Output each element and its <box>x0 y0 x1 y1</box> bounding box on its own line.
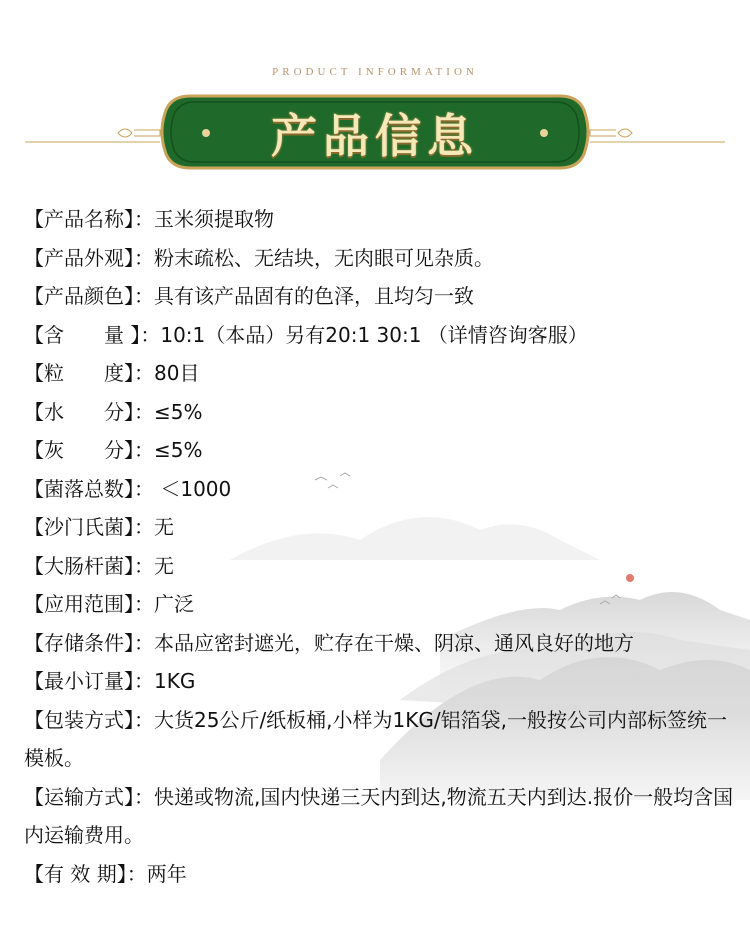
field-value: 快递或物流,国内快递三天内到达,物流五天内到达.报价一般均含国内运输费用。 <box>24 784 734 847</box>
field-separator: ： <box>134 476 154 501</box>
field-label: 【应用范围】 <box>24 592 134 616</box>
field-separator: ： <box>134 207 154 231</box>
field-value: 具有该产品固有的色泽，且均匀一致 <box>154 284 474 308</box>
list-item-total-colony <box>24 470 734 509</box>
field-label: 【水 分】 <box>24 399 134 424</box>
list-item-shipping <box>24 778 734 855</box>
list-item-ash <box>24 431 734 470</box>
field-separator: ： <box>134 515 154 539</box>
list-item-shelf-life <box>24 855 734 894</box>
title-banner <box>0 92 750 174</box>
field-separator: ： <box>134 399 154 424</box>
field-label: 【产品外观】 <box>24 245 134 270</box>
field-separator: ： <box>126 861 147 886</box>
list-item-moisture <box>24 393 734 432</box>
field-separator: ： <box>134 245 154 270</box>
list-item-packaging <box>24 701 734 778</box>
field-value: ≤5% <box>154 438 203 462</box>
field-label: 【包装方式】 <box>24 707 134 732</box>
field-value: ≤5% <box>154 399 203 424</box>
field-value: 80目 <box>154 361 200 385</box>
field-separator: ： <box>134 592 154 616</box>
field-value: 本品应密封遮光，贮存在干燥、阴凉、通风良好的地方 <box>154 630 634 655</box>
field-separator: ： <box>134 784 154 809</box>
field-value: 玉米须提取物 <box>154 207 274 231</box>
field-separator: ： <box>134 284 154 308</box>
page-title: 产品信息 <box>271 109 479 163</box>
field-value: 大货25公斤/纸板桶,小样为1KG/铝箔袋,一般按公司内部标签统一模板。 <box>24 707 727 770</box>
list-item-appearance <box>24 239 734 278</box>
list-item-salmonella <box>24 508 734 547</box>
list-item-granularity <box>24 354 734 393</box>
field-label: 【产品名称】 <box>24 207 134 231</box>
field-separator: ： <box>134 669 154 693</box>
field-label: 【粒 度】 <box>24 361 134 385</box>
field-label: 【存储条件】 <box>24 630 134 655</box>
product-information-subtitle: PRODUCT INFORMATION <box>272 66 478 78</box>
list-item-content <box>24 316 734 355</box>
field-value: ＜1000 <box>154 476 232 501</box>
field-separator: ： <box>134 438 154 462</box>
field-label: 【含 量 】 <box>24 322 141 347</box>
field-value: 粉末疏松、无结块，无肉眼可见杂质。 <box>154 245 494 270</box>
list-item-e-coli <box>24 547 734 586</box>
field-value: 10:1（本品）另有20:1 30:1 （详情咨询客服） <box>160 322 588 347</box>
field-separator: ： <box>134 707 154 732</box>
field-separator: ： <box>134 630 154 655</box>
list-item-color <box>24 277 734 316</box>
field-label: 【沙门氏菌】 <box>24 515 134 539</box>
list-item-application <box>24 585 734 624</box>
list-item-min-order <box>24 662 734 701</box>
field-label: 【运输方式】 <box>24 784 134 809</box>
field-value: 无 <box>154 515 174 539</box>
field-label: 【大肠杆菌】 <box>24 553 134 578</box>
field-value: 两年 <box>146 861 187 886</box>
field-separator: ： <box>134 553 154 578</box>
field-label: 【菌落总数】 <box>24 476 134 501</box>
field-value: 1KG <box>154 669 196 693</box>
field-label: 【有 效 期】 <box>24 861 127 886</box>
field-value: 广泛 <box>154 592 194 616</box>
field-label: 【产品颜色】 <box>24 284 134 308</box>
list-item-product-name <box>24 200 734 239</box>
field-value: 无 <box>154 553 174 578</box>
field-label: 【最小订量】 <box>24 669 134 693</box>
field-separator: ： <box>140 322 161 347</box>
product-info-list <box>24 200 734 893</box>
field-separator: ： <box>134 361 154 385</box>
field-label: 【灰 分】 <box>24 438 134 462</box>
list-item-storage <box>24 624 734 663</box>
